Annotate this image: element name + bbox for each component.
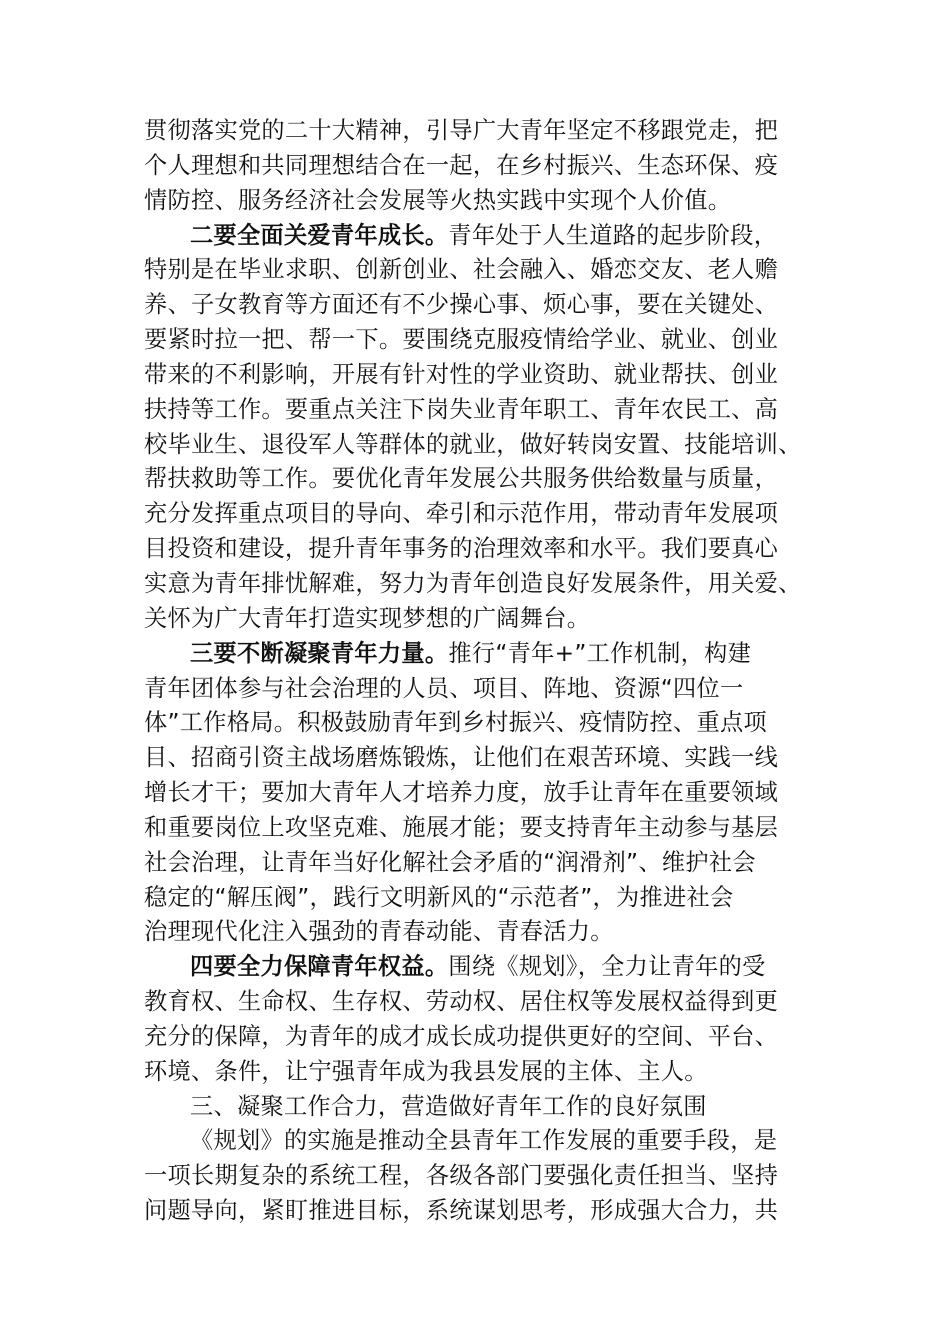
line-text: 问题导向，紧盯推进目标，系统谋划思考，形成强大合力，共 bbox=[144, 1197, 779, 1225]
text-line bbox=[144, 184, 834, 219]
line-text: 校毕业生、退役军人等群体的就业，做好转岗安置、技能培训、 bbox=[144, 430, 802, 458]
line-text: 围绕《规划》，全力让青年的受 bbox=[448, 953, 766, 981]
text-line bbox=[144, 288, 834, 323]
text-line bbox=[144, 253, 834, 288]
text-line bbox=[144, 985, 834, 1020]
text-line bbox=[144, 149, 834, 184]
line-text: 推行“青年+”工作机制，构建 bbox=[448, 639, 752, 667]
line-text: 充分发挥重点项目的导向、牵引和示范作用，带动青年发展项 bbox=[144, 500, 779, 528]
text-line bbox=[144, 637, 834, 672]
text-line bbox=[144, 846, 834, 881]
text-line bbox=[144, 114, 834, 149]
line-text: 要紧时拉一把、帮一下。要围绕克服疫情给学业、就业、创业 bbox=[144, 326, 779, 354]
line-text: 稳定的“解压阀”，践行文明新风的“示范者”，为推进社会 bbox=[144, 883, 734, 911]
paragraph-heading: 四要全力保障青年权益。 bbox=[190, 953, 449, 981]
text-line bbox=[144, 706, 834, 741]
text-line bbox=[144, 672, 834, 707]
line-text: 充分的保障，为青年的成才成长成功提供更好的空间、平台、 bbox=[144, 1022, 779, 1050]
line-text: 环境、条件，让宁强青年成为我县发展的主体、主人。 bbox=[144, 1057, 708, 1085]
text-line bbox=[144, 497, 834, 532]
text-line bbox=[144, 1159, 834, 1194]
paragraph-heading: 二要全面关爱青年成长。 bbox=[190, 221, 449, 249]
text-line bbox=[144, 602, 834, 637]
line-text: 实意为青年排忧解难，努力为青年创造良好发展条件，用关爱、 bbox=[144, 569, 802, 597]
text-line bbox=[144, 1055, 834, 1090]
line-text: 一项长期复杂的系统工程，各级各部门要强化责任担当、坚持 bbox=[144, 1162, 779, 1190]
line-text: 个人理想和共同理想结合在一起，在乡村振兴、生态环保、疫 bbox=[144, 151, 779, 179]
body-text bbox=[144, 114, 834, 1229]
line-text: 青年团体参与社会治理的人员、项目、阵地、资源“四位一 bbox=[144, 674, 744, 702]
line-text: 三、凝聚工作合力，营造做好青年工作的良好氛围 bbox=[190, 1092, 707, 1120]
line-text: 目投资和建设，提升青年事务的治理效率和水平。我们要真心 bbox=[144, 535, 779, 563]
line-text: 扶持等工作。要重点关注下岗失业青年职工、青年农民工、高 bbox=[144, 395, 779, 423]
text-line bbox=[144, 323, 834, 358]
line-text: 情防控、服务经济社会发展等火热实践中实现个人价值。 bbox=[144, 186, 732, 214]
line-text: 带来的不利影响，开展有针对性的学业资助、就业帮扶、创业 bbox=[144, 360, 779, 388]
line-text: 养、子女教育等方面还有不少操心事、烦心事，要在关键处、 bbox=[144, 291, 779, 319]
text-line bbox=[144, 1124, 834, 1159]
line-text: 社会治理，让青年当好化解社会矛盾的“润滑剂”、维护社会 bbox=[144, 848, 756, 876]
line-text: 关怀为广大青年打造实现梦想的广阔舞台。 bbox=[144, 604, 591, 632]
line-text: 贯彻落实党的二十大精神，引导广大青年坚定不移跟党走，把 bbox=[144, 117, 779, 144]
text-line bbox=[144, 1194, 834, 1229]
line-text: 目、招商引资主战场磨炼锻炼，让他们在艰苦环境、实践一线 bbox=[144, 744, 779, 772]
text-line bbox=[144, 881, 834, 916]
text-line bbox=[144, 358, 834, 393]
text-line bbox=[144, 567, 834, 602]
line-text: 增长才干；要加大青年人才培养力度，放手让青年在重要领域 bbox=[144, 779, 779, 807]
line-text: 帮扶救助等工作。要优化青年发展公共服务供给数量与质量， bbox=[144, 465, 779, 493]
line-text: 治理现代化注入强劲的青春动能、青春活力。 bbox=[144, 918, 614, 946]
paragraph-heading: 三要不断凝聚青年力量。 bbox=[190, 639, 449, 667]
text-line bbox=[144, 428, 834, 463]
text-line bbox=[144, 776, 834, 811]
text-line bbox=[144, 1090, 834, 1125]
text-line bbox=[144, 811, 834, 846]
text-line bbox=[144, 462, 834, 497]
text-line bbox=[144, 219, 834, 254]
line-text: 教育权、生命权、生存权、劳动权、居住权等发展权益得到更 bbox=[144, 988, 779, 1016]
text-line bbox=[144, 393, 834, 428]
text-line bbox=[144, 1020, 834, 1055]
text-line bbox=[144, 950, 834, 985]
line-text: 和重要岗位上攻坚克难、施展才能；要支持青年主动参与基层 bbox=[144, 813, 779, 841]
text-line bbox=[144, 741, 834, 776]
line-text: 特别是在毕业求职、创新创业、社会融入、婚恋交友、老人赡 bbox=[144, 256, 779, 284]
line-text: 《规划》的实施是推动全县青年工作发展的重要手段，是 bbox=[190, 1127, 778, 1155]
text-line bbox=[144, 532, 834, 567]
text-line bbox=[144, 915, 834, 950]
line-text: 青年处于人生道路的起步阶段， bbox=[448, 221, 778, 249]
line-text: 体”工作格局。积极鼓励青年到乡村振兴、疫情防控、重点项 bbox=[144, 709, 767, 737]
